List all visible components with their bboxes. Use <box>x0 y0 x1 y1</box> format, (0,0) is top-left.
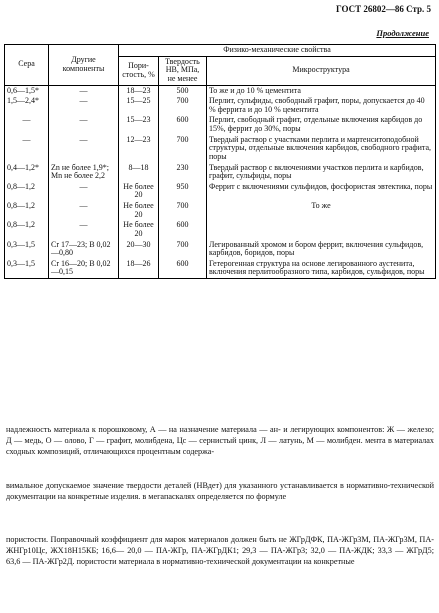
cell-porosity: 12—23 <box>119 135 159 163</box>
cell-porosity: Не более 20 <box>119 220 159 239</box>
header-sulfur: Сера <box>5 45 49 86</box>
cell-hardness: 950 <box>159 182 207 201</box>
cell-porosity: 18—26 <box>119 259 159 279</box>
header-hardness: Твердость НВ, МПа, не менее <box>159 56 207 85</box>
cell-microstructure: Перлит, свободный графит, отдельные включения карбидов до 15%, феррит до 30%, поры <box>207 115 436 134</box>
cell-other: — <box>49 85 119 96</box>
cell-hardness: 700 <box>159 135 207 163</box>
table-row <box>5 85 436 96</box>
header-microstructure: Микроструктура <box>207 56 436 85</box>
cell-sulfur: 0,8—1,2 <box>5 201 49 220</box>
cell-porosity: 8—18 <box>119 163 159 182</box>
cell-microstructure: Твердый раствор с участками перлита и мартенситоподобной структуры, отдельные включения карбидов, свободного графита, поры <box>207 135 436 163</box>
table-row <box>5 259 436 279</box>
cell-other: — <box>49 135 119 163</box>
paragraph-hardness: вимальное допускаемое значение твердости деталей (НВдет) для указанного устанавливается в нормативно-технической документации на конкретные изделия. в мегапаскалях определяется по формуле <box>6 481 434 501</box>
header-group: Физико-механические свойства <box>119 45 436 57</box>
page-header: ГОСТ 26802—86 Стр. 5 <box>335 4 431 14</box>
cell-microstructure: Твердый раствор с включениями участков перлита и карбидов, графит, сульфиды, поры <box>207 163 436 182</box>
cell-other: — <box>49 220 119 239</box>
table-row <box>5 96 436 115</box>
cell-other: Cr 16—20; B 0,02—0,15 <box>49 259 119 279</box>
cell-hardness: 230 <box>159 163 207 182</box>
table-row <box>5 240 436 259</box>
cell-hardness: 600 <box>159 220 207 239</box>
cell-sulfur: 0,8—1,2 <box>5 182 49 201</box>
cell-sulfur: 0,4—1,2* <box>5 163 49 182</box>
cell-microstructure: Легированный хромом и бором феррит, включения сульфидов, карбидов, боридов, поры <box>207 240 436 259</box>
table-row <box>5 182 436 201</box>
cell-hardness: 600 <box>159 115 207 134</box>
cell-microstructure: Перлит, сульфиды, свободный графит, поры, допускается до 40 % феррита и до 10 % цементита <box>207 96 436 115</box>
cell-other: — <box>49 182 119 201</box>
paragraph-porosity: пористости. Поправочный коэффициент для марок материалов должен быть не ЖГрДФК, ПА-ЖГр3М, ПА-ЖГр3М, ПА-ЖНГр10Цс, ЖХ18Н15КБ; 16,6— 20,0 — ПА-ЖГр, ПА-ЖГрДК1; 29,3 — ПА-ЖГр3; 32,0 — ПА-ЖДК; 33,3 — ЖГрД5; 63,6 — ПА-ЖГр2Д. пористости материала в нормативно-технической документации на конкретные <box>6 535 434 566</box>
cell-hardness: 500 <box>159 85 207 96</box>
cell-other: — <box>49 96 119 115</box>
cell-sulfur: 0,3—1,5 <box>5 259 49 279</box>
cell-sulfur: 0,6—1,5* <box>5 85 49 96</box>
header-porosity: Пори-стость, % <box>119 56 159 85</box>
cell-porosity: Не более 20 <box>119 201 159 220</box>
cell-hardness: 600 <box>159 259 207 279</box>
paragraph-designations: надлежность материала к порошковому, А — на назначение материала — ан- и легирующих компонентов: Ж — железо; Д — медь, О — олово, Г — графит, молибдена, Цс — сернистый цинк, Л — латунь, М — молибден. мента в материалах сходных композиций, отличающихся процентным содержа- <box>6 425 434 456</box>
continuation-label: Продолжение <box>376 28 429 38</box>
cell-sulfur: — <box>5 135 49 163</box>
cell-other: — <box>49 115 119 134</box>
cell-sulfur: 0,3—1,5 <box>5 240 49 259</box>
cell-sulfur: 0,8—1,2 <box>5 220 49 239</box>
cell-sulfur: — <box>5 115 49 134</box>
cell-porosity: 15—23 <box>119 115 159 134</box>
table-header-row <box>5 45 436 57</box>
cell-other: Zn не более 1,9*; Mn не более 2,2 <box>49 163 119 182</box>
cell-microstructure: Феррит с включениями сульфидов, фосфористая эвтектика, поры <box>207 182 436 201</box>
cell-porosity: 15—25 <box>119 96 159 115</box>
cell-microstructure: Гетерогенная структура на основе легированного аустенита, включения перлитообразного типа, карбидов, сульфидов, поры <box>207 259 436 279</box>
table-row <box>5 163 436 182</box>
cell-other: — <box>49 201 119 220</box>
cell-microstructure: То же и до 10 % цементита <box>207 85 436 96</box>
cell-hardness: 700 <box>159 96 207 115</box>
header-other-components: Другие компоненты <box>49 45 119 86</box>
table-row <box>5 201 436 220</box>
cell-porosity: Не более 20 <box>119 182 159 201</box>
cell-sulfur: 1,5—2,4* <box>5 96 49 115</box>
cell-porosity: 18—23 <box>119 85 159 96</box>
table-row <box>5 220 436 239</box>
cell-microstructure: То же <box>207 201 436 220</box>
cell-porosity: 20—30 <box>119 240 159 259</box>
cell-hardness: 700 <box>159 201 207 220</box>
cell-hardness: 700 <box>159 240 207 259</box>
properties-table <box>4 44 436 279</box>
table-row <box>5 115 436 134</box>
cell-other: Cr 17—23; B 0,02—0,80 <box>49 240 119 259</box>
table-row <box>5 135 436 163</box>
cell-microstructure <box>207 220 436 239</box>
